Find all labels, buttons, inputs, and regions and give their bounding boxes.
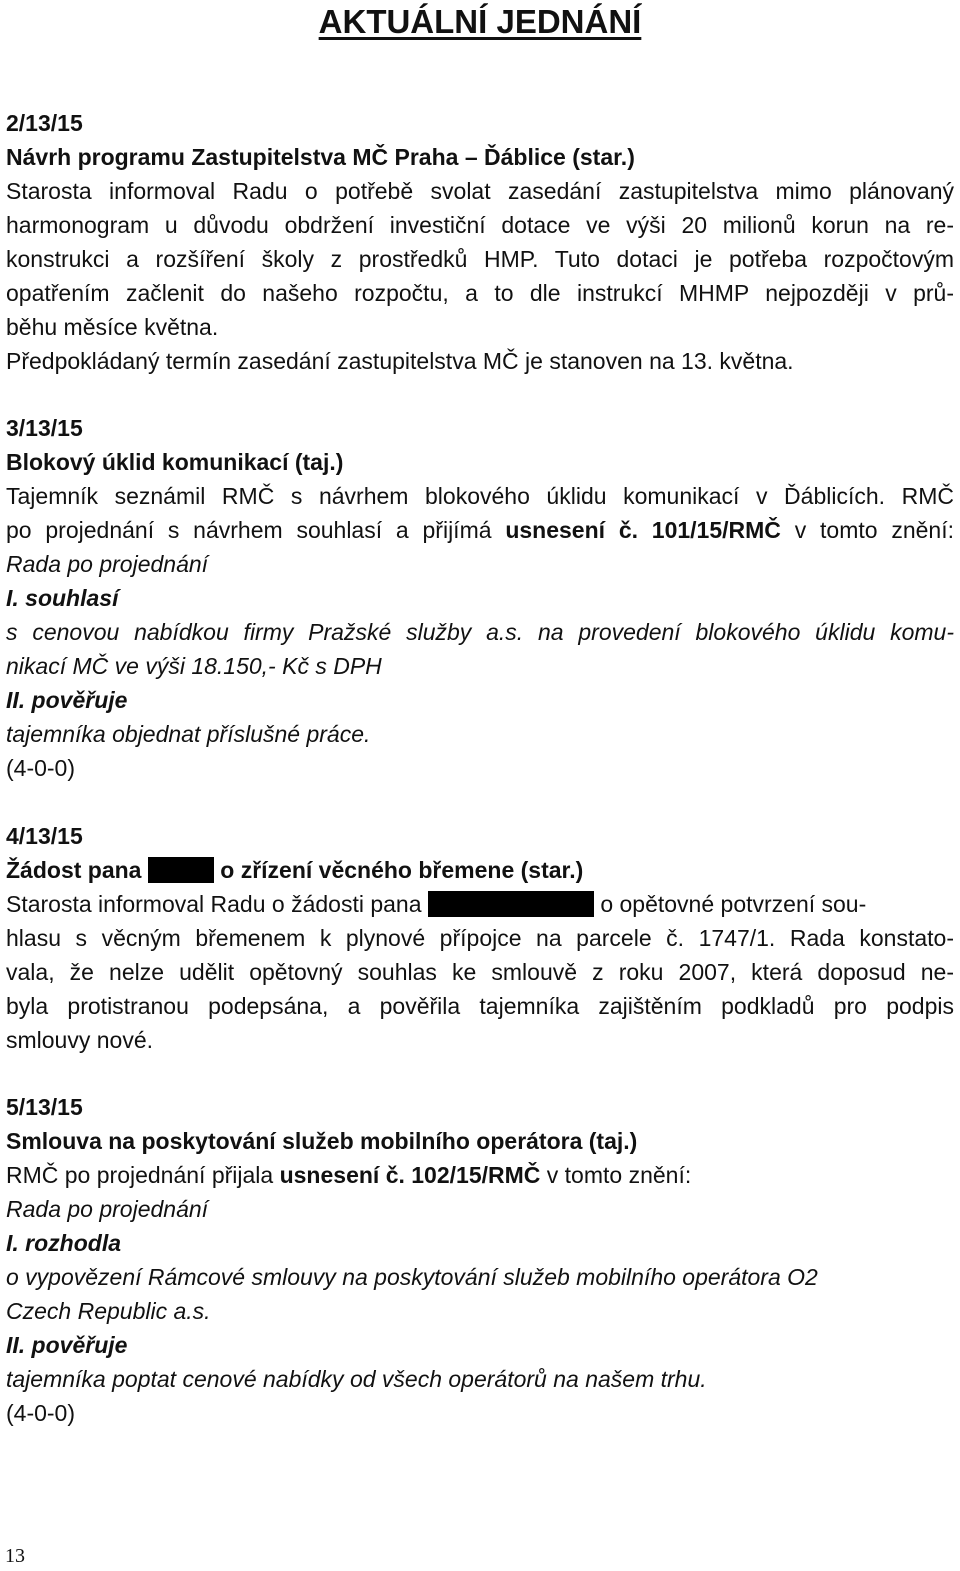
resolution-point-text: o vypovězení Rámcové smlouvy na poskytování služeb mobilního operátora O2 <box>6 1264 818 1290</box>
body-line <box>6 1158 954 1192</box>
body-line: Starosta informoval Radu o potřebě svolat zasedání zastupitelstva mimo plánovaný <box>6 178 954 204</box>
resolution-point-text: tajemníka poptat cenové nabídky od všech operátorů na našem trhu. <box>6 1366 707 1392</box>
agenda-item-4 <box>6 819 954 1057</box>
body-line: opatřením začlenit do našeho rozpočtu, a to dle instrukcí MHMP nejpozději v prů- <box>6 280 954 306</box>
body-line <box>6 887 954 921</box>
item-heading: Návrh programu Zastupitelstva MČ Praha – Ďáblice (star.) <box>6 144 635 170</box>
resolution-point-text: tajemníka objednat příslušné práce. <box>6 721 371 747</box>
body-line: vala, že nelze udělit opětovný souhlas ke smlouvě z roku 2007, která doposud ne- <box>6 959 954 985</box>
item-number: 4/13/15 <box>6 823 83 849</box>
body-text: o opětovné potvrzení sou- <box>600 891 867 917</box>
body-line <box>6 513 954 547</box>
body-text: v tomto znění: <box>540 1162 692 1188</box>
agenda-item-2 <box>6 106 954 378</box>
agenda-item-5 <box>6 1090 954 1430</box>
page-number: 13 <box>5 1545 25 1567</box>
document-page <box>6 0 954 1430</box>
item-number: 2/13/15 <box>6 110 83 136</box>
page-title: AKTUÁLNÍ JEDNÁNÍ <box>318 3 642 40</box>
body-line: Tajemník seznámil RMČ s návrhem blokového úklidu komunikací v Ďáblicích. RMČ <box>6 483 954 509</box>
resolution-intro: Rada po projednání <box>6 551 209 577</box>
resolution-number: 102/15/RMČ <box>404 1162 541 1188</box>
resolution-point-text: nikací MČ ve výši 18.150,- Kč s DPH <box>6 653 382 679</box>
item-heading: Blokový úklid komunikací (taj.) <box>6 449 344 475</box>
body-line: běhu měsíce května. <box>6 314 219 340</box>
body-line: hlasu s věcným břemenem k plynové přípojce na parcele č. 1747/1. Rada konstato- <box>6 925 954 951</box>
resolution-point-label: II. pověřuje <box>6 687 128 713</box>
resolution-point-text: Czech Republic a.s. <box>6 1298 211 1324</box>
resolution-point-text: s cenovou nabídkou firmy Pražské služby a.s. na provedení blokového úklidu komu- <box>6 619 954 645</box>
agenda-item-3 <box>6 411 954 785</box>
heading-text: o zřízení věcného břemene (star.) <box>220 857 584 883</box>
item-number: 3/13/15 <box>6 415 83 441</box>
redaction-box <box>148 857 214 883</box>
body-text: Starosta informoval Radu o žádosti pana <box>6 891 422 917</box>
body-line: Předpokládaný termín zasedání zastupitelstva MČ je stanoven na 13. května. <box>6 348 794 374</box>
vote-result: (4-0-0) <box>6 1400 76 1426</box>
resolution-point-label: II. pověřuje <box>6 1332 128 1358</box>
resolution-point-label: I. rozhodla <box>6 1230 121 1256</box>
resolution-label: usnesení č. <box>279 1162 405 1188</box>
item-number: 5/13/15 <box>6 1094 83 1120</box>
resolution-point-label: I. souhlasí <box>6 585 119 611</box>
redaction-box <box>428 891 594 917</box>
body-text: po projednání s návrhem souhlasí a přijímá <box>6 517 506 543</box>
body-line: byla protistranou podepsána, a pověřila tajemníka zajištěním podkladů pro podpis <box>6 993 954 1019</box>
resolution-number: 101/15/RMČ <box>638 517 781 543</box>
vote-result: (4-0-0) <box>6 755 76 781</box>
body-line: harmonogram u důvodu obdržení investiční dotace ve výši 20 milionů korun na re- <box>6 212 954 238</box>
body-text: RMČ po projednání přijala <box>6 1162 280 1188</box>
body-line: smlouvy nové. <box>6 1027 154 1053</box>
heading-text: Žádost pana <box>6 857 142 883</box>
body-text: v tomto znění: <box>780 517 954 543</box>
resolution-label: usnesení č. <box>505 517 638 543</box>
item-heading <box>6 853 954 887</box>
item-heading: Smlouva na poskytování služeb mobilního operátora (taj.) <box>6 1128 638 1154</box>
body-line: konstrukci a rozšíření školy z prostředků HMP. Tuto dotaci je potřeba rozpočtovým <box>6 246 954 272</box>
resolution-intro: Rada po projednání <box>6 1196 209 1222</box>
